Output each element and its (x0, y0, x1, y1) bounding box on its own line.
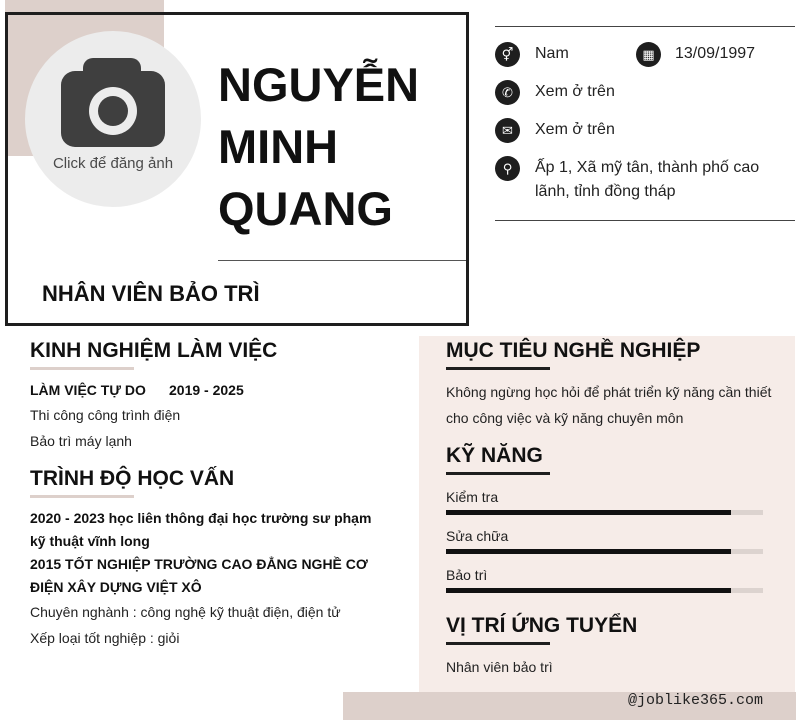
job-title: NHÂN VIÊN BẢO TRÌ (42, 281, 260, 306)
profile-photo-upload[interactable] (25, 31, 201, 207)
skill-bar (446, 588, 763, 593)
skills-title-underline (446, 472, 550, 475)
experience-item: Thi công công trình điện (30, 407, 181, 423)
skills-title: KỸ NĂNG (446, 444, 543, 467)
gender-icon: ⚥ (495, 42, 520, 67)
experience-item: Bảo trì máy lạnh (30, 433, 132, 449)
position-title-underline (446, 642, 550, 645)
contact-address-line-1: Ấp 1, Xã mỹ tân, thành phố cao (535, 159, 760, 176)
skill-bar-fill (446, 549, 731, 554)
contact-divider-top (495, 26, 795, 27)
location-pin-icon: ⚲ (495, 156, 520, 181)
skill-name: Sửa chữa (446, 528, 509, 544)
skill-name: Kiểm tra (446, 489, 499, 505)
objective-title: MỤC TIÊU NGHỀ NGHIỆP (446, 339, 701, 362)
name-line-3: QUANG (218, 182, 393, 235)
camera-icon-lens-inner (98, 96, 128, 126)
education-line-3: 2015 TỐT NGHIỆP TRƯỜNG CAO ĐẲNG NGHỀ CƠ (30, 556, 368, 572)
watermark-text: @joblike365.com (628, 692, 764, 709)
skill-bar-fill (446, 510, 731, 515)
contact-birthday: 13/09/1997 (675, 45, 756, 62)
position-value: Nhân viên bảo trì (446, 659, 553, 675)
education-title-underline (30, 495, 134, 498)
full-name (218, 54, 458, 240)
phone-icon: ✆ (495, 80, 520, 105)
email-icon: ✉ (495, 118, 520, 143)
education-line-2: kỹ thuật vĩnh long (30, 533, 150, 549)
experience-title: KINH NGHIỆM LÀM VIỆC (30, 339, 278, 362)
contact-divider-bottom (495, 220, 795, 221)
skill-bar (446, 510, 763, 515)
contact-address (535, 156, 759, 204)
experience-role: LÀM VIỆC TỰ DO (30, 382, 146, 398)
skill-bar (446, 549, 763, 554)
position-title: VỊ TRÍ ỨNG TUYỂN (446, 614, 638, 637)
contact-email: Xem ở trên (535, 121, 615, 138)
experience-period: 2019 - 2025 (169, 382, 244, 398)
education-grade: Xếp loại tốt nghiệp : giỏi (30, 630, 180, 646)
objective-title-underline (446, 367, 550, 370)
education-major: Chuyên nghành : công nghệ kỹ thuật điện, điện tử (30, 604, 341, 620)
name-line-2: MINH (218, 120, 339, 173)
photo-upload-caption: Click để đăng ảnh (52, 155, 174, 172)
contact-gender: Nam (535, 45, 569, 62)
skill-bar-fill (446, 588, 731, 593)
skill-name: Bảo trì (446, 567, 488, 583)
name-line-1: NGUYỄN (218, 58, 420, 111)
contact-phone: Xem ở trên (535, 83, 615, 100)
education-line-1: 2020 - 2023 học liên thông đại học trường sư phạm (30, 510, 372, 526)
education-line-4: ĐIỆN XÂY DỰNG VIỆT XÔ (30, 579, 202, 595)
objective-line-1: Không ngừng học hỏi để phát triển kỹ năng cần thiết (446, 384, 772, 400)
education-title: TRÌNH ĐỘ HỌC VẤN (30, 467, 235, 490)
experience-title-underline (30, 367, 134, 370)
name-divider (218, 260, 466, 261)
contact-address-line-2: lãnh, tỉnh đồng tháp (535, 183, 676, 200)
objective-line-2: cho công việc và kỹ năng chuyên môn (446, 410, 684, 426)
calendar-icon: ▦ (636, 42, 661, 67)
